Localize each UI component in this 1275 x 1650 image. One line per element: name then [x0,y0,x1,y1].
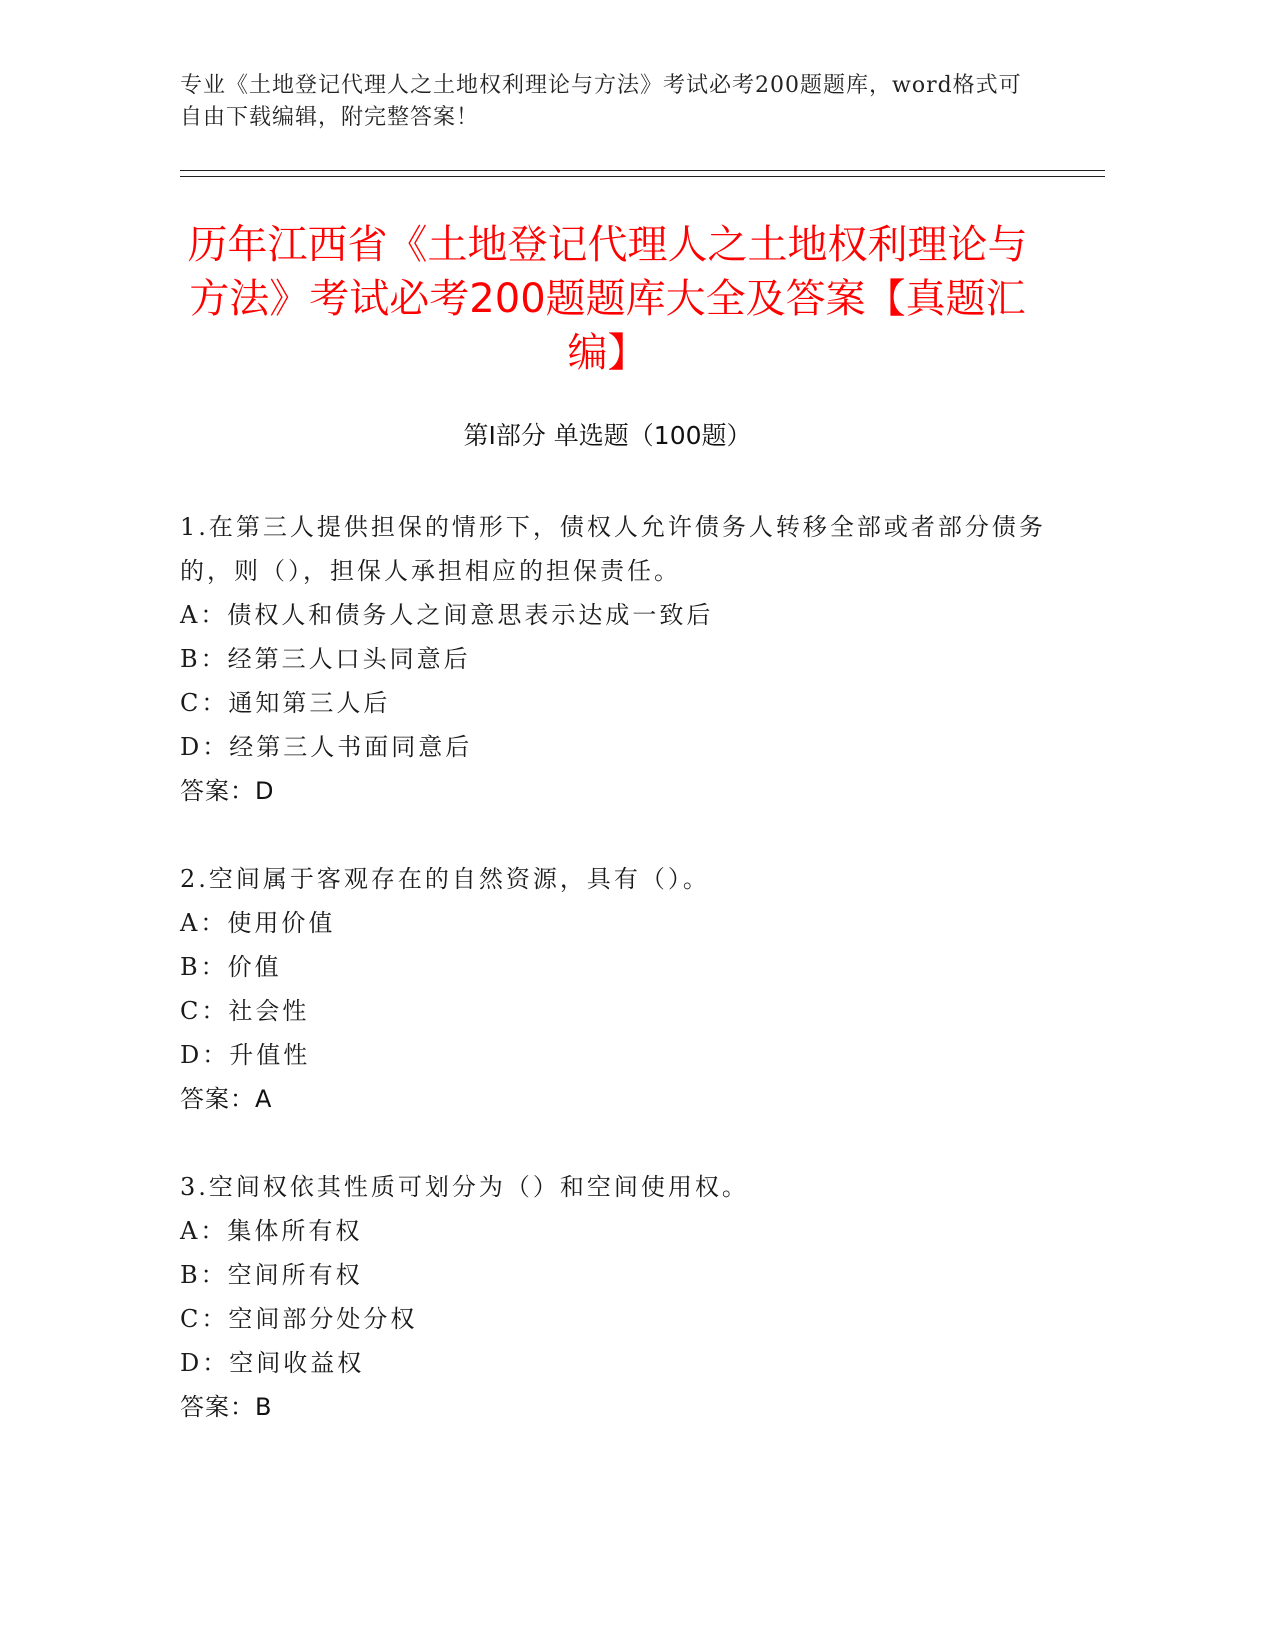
question-option-d: D：经第三人书面同意后 [180,733,473,761]
question-option-a: A：集体所有权 [180,1217,363,1245]
question-option-b: B：空间所有权 [180,1261,363,1289]
question-stem: 1.在第三人提供担保的情形下，债权人允许债务人转移全部或者部分债务的，则（），担保人承担相应的担保责任。 [180,513,1046,585]
question-stem: 3.空间权依其性质可划分为（）和空间使用权。 [180,1173,749,1201]
question-option-c: C：通知第三人后 [180,689,391,717]
question-answer: 答案：B [180,1393,273,1421]
question-option-b: B：价值 [180,953,282,981]
question-item [180,1165,1060,1429]
document-title: 历年江西省《土地登记代理人之土地权利理论与方法》考试必考200题题库大全及答案【真题汇编】 [187,222,1028,376]
header-divider-line-secondary [180,176,1105,177]
question-answer: 答案：A [180,1085,273,1113]
question-stem: 2.空间属于客观存在的自然资源，具有（）。 [180,865,710,893]
question-option-d: D：空间收益权 [180,1349,365,1377]
question-option-c: C：空间部分处分权 [180,1305,418,1333]
question-item [180,857,1060,1121]
question-option-a: A：使用价值 [180,909,336,937]
document-header-note: 专业《土地登记代理人之土地权利理论与方法》考试必考200题题库，word格式可自由下载编辑，附完整答案！ [180,73,1022,130]
question-item [180,505,1060,813]
question-list [180,505,1060,1473]
question-option-a: A：债权人和债务人之间意思表示达成一致后 [180,601,714,629]
question-option-b: B：经第三人口头同意后 [180,645,471,673]
question-answer: 答案：D [180,777,275,805]
question-option-c: C：社会性 [180,997,310,1025]
section-heading: 第I部分 单选题（100题） [463,421,752,450]
question-option-d: D：升值性 [180,1041,311,1069]
header-divider-line [180,170,1105,171]
